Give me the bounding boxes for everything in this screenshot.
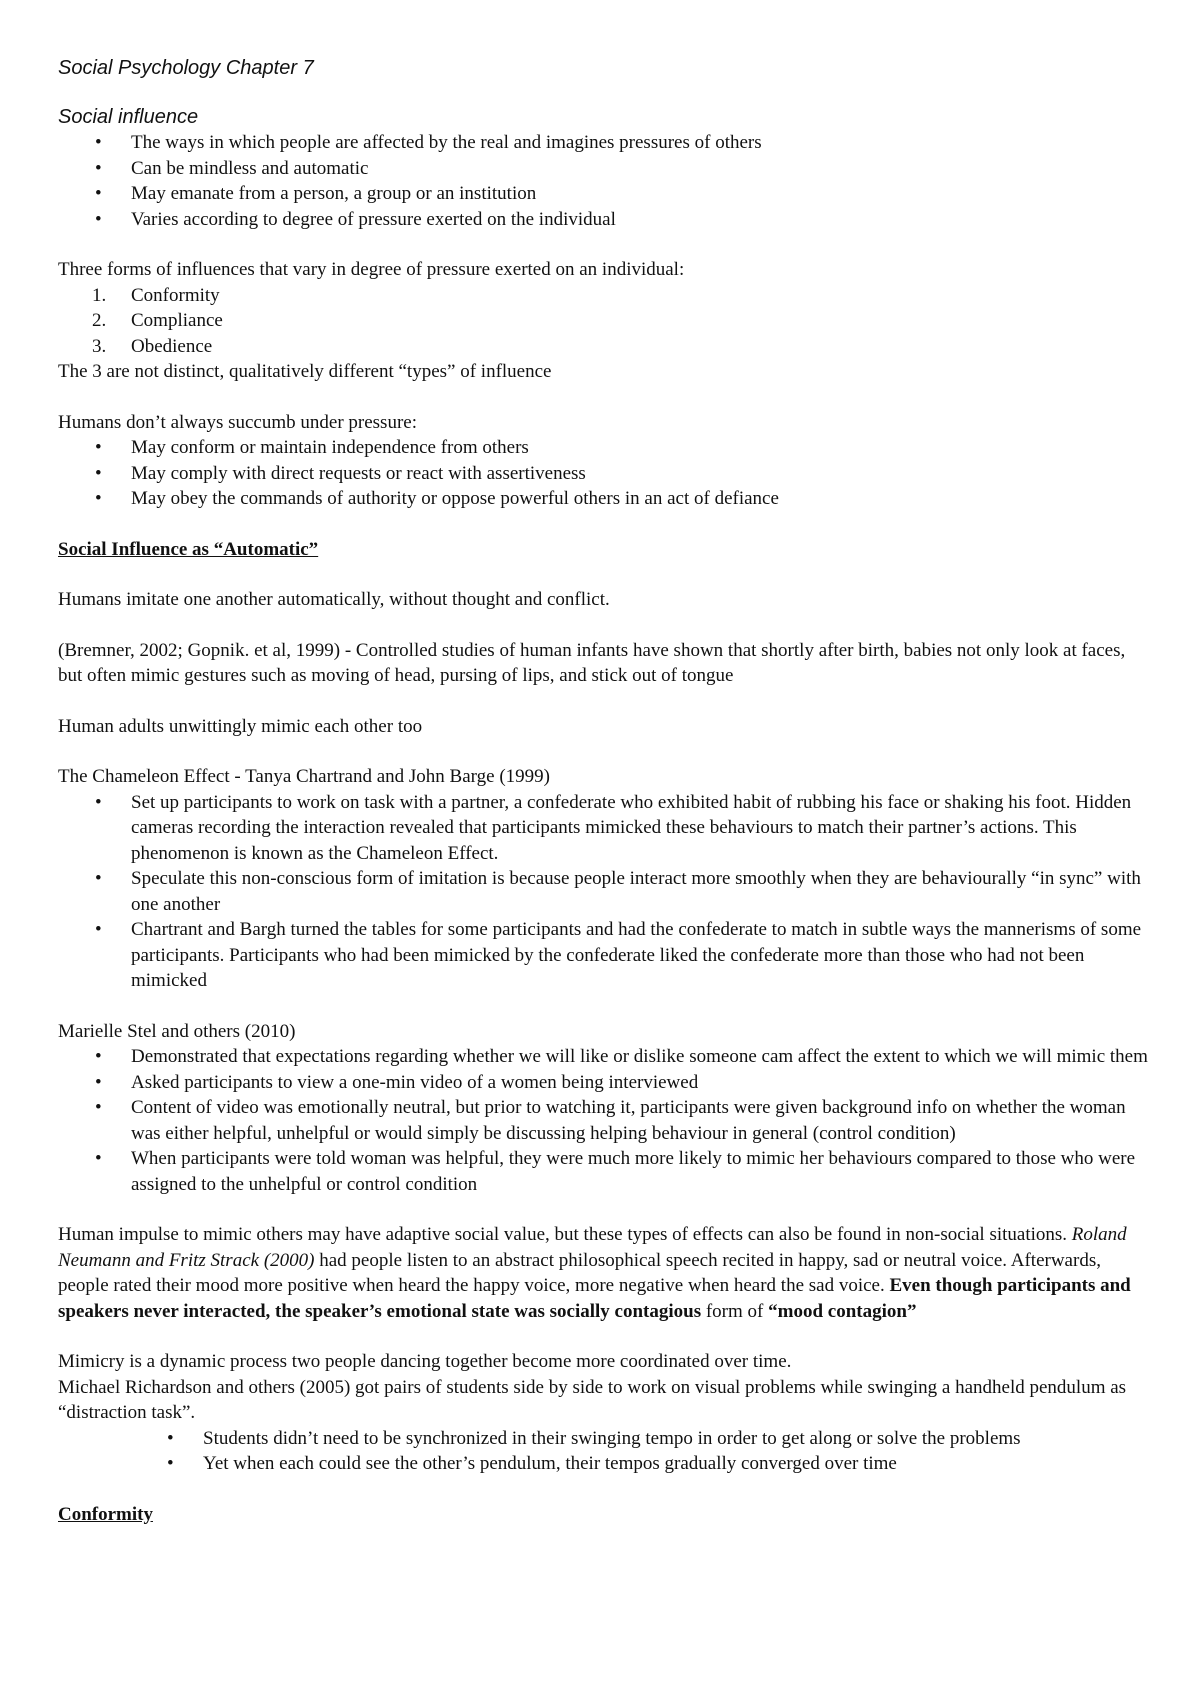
bullet-icon: • (95, 488, 102, 509)
bullet-icon: • (95, 868, 102, 889)
automatic-paragraph-3: Human adults unwittingly mimic each other too (58, 715, 423, 737)
list-item: • Asked participants to view a one-min video of a women being interviewed (58, 1070, 1148, 1096)
three-forms-intro: Three forms of influences that vary in degree of pressure exerted on an individual: (58, 259, 685, 280)
automatic-paragraph-1: Humans imitate one another automatically, without thought and conflict. (58, 589, 610, 610)
section-heading-conformity: Conformity (58, 1503, 153, 1525)
mood-contagion-paragraph: Human impulse to mimic others may have adaptive social value, but these types of effects can also be found in non-social situations. Roland Neumann and Fritz Strack (2000) had people listen to an abstract philosophical speech recited in happy, sad or neutral voice. Afterwards, people rated their mood more positive when heard the happy voice, more negative when heard the sad voice. Even though participants and speakers never interacted, the speaker’s emotional state was socially contagious form of “mood contagion” (58, 1224, 1131, 1322)
list-item: • May comply with direct requests or react with assertiveness (58, 461, 1148, 487)
bullet-icon: • (95, 919, 102, 940)
list-item: • Demonstrated that expectations regarding whether we will like or dislike someone cam affect the extent to which we will mimic them (58, 1044, 1148, 1070)
list-item: • When participants were told woman was helpful, they were much more likely to mimic her behaviours compared to those who were assigned to the unhelpful or control condition (95, 1148, 1136, 1195)
bullet-icon: • (95, 791, 102, 813)
automatic-paragraph-2: (Bremner, 2002; Gopnik. et al, 1999) - Controlled studies of human infants have shown that shortly after birth, babies not only look at faces, but often mimic gestures such as moving of head, pursing of lips, and stick out of tongue (58, 639, 1126, 686)
document-title: Social Psychology Chapter 7 (58, 57, 314, 79)
mimicry-paragraph-1: Mimicry is a dynamic process two people dancing together become more coordinated over time. (58, 1351, 792, 1372)
bullet-icon: • (95, 462, 102, 484)
list-item: • Content of video was emotionally neutral, but prior to watching it, participants were given background info on whether the woman was either helpful, unhelpful or would simply be discussing helping behaviour in general (control condition) (95, 1097, 1126, 1144)
bullet-icon: • (95, 132, 102, 153)
list-item: • The ways in which people are affected by the real and imagines pressures of others (58, 130, 1148, 156)
bullet-icon: • (95, 1148, 102, 1169)
mimicry-paragraph-2: Michael Richardson and others (2005) got pairs of students side by side to work on visual problems while swinging a handheld pendulum as “distraction task”. (58, 1376, 1127, 1423)
bullet-icon: • (95, 183, 102, 204)
bullet-icon: • (95, 157, 102, 179)
chameleon-intro: The Chameleon Effect - Tanya Chartrand and John Barge (1999) (58, 766, 550, 787)
list-item: • May conform or maintain independence from others (58, 435, 1148, 461)
bullet-icon: • (95, 1046, 102, 1067)
list-item: • Students didn’t need to be synchronized in their swinging tempo in order to get along or solve the problems (58, 1426, 1148, 1452)
section-heading-social-influence: Social influence (58, 106, 199, 128)
succumb-intro: Humans don’t always succumb under pressure: (58, 411, 417, 433)
list-item: • Can be mindless and automatic (58, 156, 1148, 182)
bullet-icon: • (95, 437, 102, 458)
mimicry-list (58, 1426, 1148, 1477)
stel-list (58, 1044, 1148, 1197)
three-forms-note: The 3 are not distinct, qualitatively different “types” of influence (58, 361, 552, 382)
stel-intro: Marielle Stel and others (2010) (58, 1020, 296, 1042)
three-forms-list (58, 283, 1148, 360)
list-item: • Speculate this non-conscious form of imitation is because people interact more smoothly when they are behaviourally “in sync” with one another (95, 868, 1141, 915)
list-item: • May obey the commands of authority or oppose powerful others in an act of defiance (58, 486, 1148, 512)
list-item: • Set up participants to work on task with a partner, a confederate who exhibited habit of rubbing his face or shaking his foot. Hidden cameras recording the interaction revealed that participants mimicked these behaviours to match their partner’s actions. This phenomenon is known as the Chameleon Effect. (95, 791, 1132, 864)
social-influence-list (58, 130, 1148, 232)
list-item: 2. Compliance (92, 310, 223, 331)
bullet-icon: • (167, 1453, 174, 1474)
bullet-icon: • (95, 1097, 102, 1118)
list-item: 1. Conformity (92, 284, 220, 306)
succumb-list (58, 435, 1148, 512)
document-page (58, 56, 1148, 1527)
list-item: • Varies according to degree of pressure exerted on the individual (58, 207, 1148, 233)
bullet-icon: • (167, 1427, 174, 1449)
section-heading-automatic: Social Influence as “Automatic” (58, 538, 319, 560)
list-item: • Chartrant and Bargh turned the tables for some participants and had the confederate to match in subtle ways the mannerisms of some participants. Participants who had been mimicked by the confederate liked the confederate more than those who had not been mimicked (95, 919, 1142, 991)
list-item: 3. Obedience (92, 335, 213, 357)
chameleon-list (58, 790, 1148, 994)
list-item: • May emanate from a person, a group or an institution (58, 181, 1148, 207)
list-item: • Yet when each could see the other’s pendulum, their tempos gradually converged over time (58, 1451, 1148, 1477)
bullet-icon: • (95, 208, 102, 230)
bullet-icon: • (95, 1071, 102, 1093)
